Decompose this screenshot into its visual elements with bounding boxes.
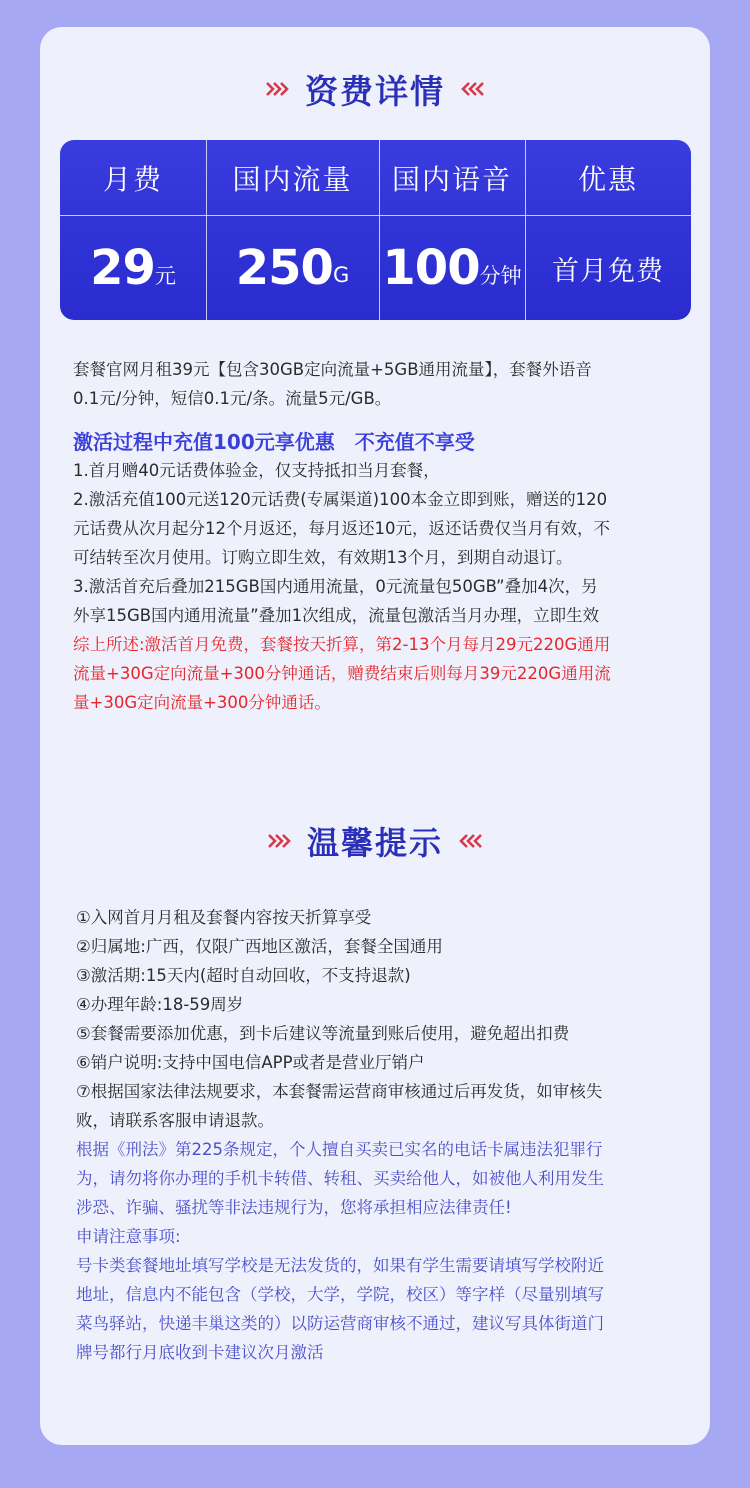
law-line: 涉恐、诈骗、骚扰等非法违规行为，您将承担相应法律责任! [76,1198,512,1217]
tip-item: ④办理年龄:18-59周岁 [76,995,244,1014]
tip-item: ③激活期:15天内(超时自动回收，不支持退款) [76,966,411,985]
notice-line: 牌号都行月底收到卡建议次月激活 [76,1343,324,1362]
tariff-table-value-row [60,216,691,320]
tariff-section-header [40,67,710,111]
notice-line: 号卡类套餐地址填写学校是无法发货的，如果有学生需要请填写学校附近 [76,1256,604,1275]
tip-item: ⑥销户说明:支持中国电信APP或者是营业厅销户 [76,1053,425,1072]
table-divider-vertical [206,140,207,320]
tip-item: ②归属地:广西，仅限广西地区激活，套餐全国通用 [76,937,443,956]
data-unit: G [332,263,350,287]
summary-line: 流量+30G定向流量+300分钟通话，赠费结束后则每月39元220G通用流 [73,664,611,683]
notice-heading: 申请注意事项: [76,1227,181,1246]
monthly-fee-number: 29 [90,240,155,296]
table-divider-vertical [525,140,526,320]
promo-details [73,456,683,717]
chevron-right-double-icon [267,833,293,849]
tariff-table-header-row [60,140,691,215]
promo-line: 外享15GB国内通用流量”叠加1次组成，流量包激活当月办理，立即生效 [73,606,600,625]
summary-line: 综上所述:激活首月免费，套餐按天折算，第2-13个月每月29元220G通用 [73,635,611,654]
content-card [40,27,710,1445]
chevron-left-double-icon [459,81,485,97]
value-monthly-fee [60,216,206,320]
tip-item: 败，请联系客服申请退款。 [76,1111,274,1130]
data-number: 250 [235,240,333,296]
tip-item: ⑤套餐需要添加优惠，到卡后建议等流量到账后使用，避免超出扣费 [76,1024,570,1043]
law-line: 为，请勿将你办理的手机卡转借、转租、买卖给他人，如被他人利用发生 [76,1169,604,1188]
header-monthly-fee: 月费 [102,162,163,196]
header-domestic-data: 国内流量 [232,162,353,196]
chevron-left-double-icon [457,833,483,849]
header-discount: 优惠 [577,162,638,196]
discount-text: 首月免费 [552,255,664,287]
promo-line: 2.激活充值100元送120元话费(专属渠道)100本金立即到账，赠送的120 [73,490,608,509]
promo-heading: 激活过程中充值100元享优惠 不充值不享受 [73,430,475,454]
value-domestic-voice [379,216,525,320]
monthly-fee-unit: 元 [154,264,176,288]
chevron-right-double-icon [265,81,291,97]
promo-line: 1.首月赠40元话费体验金，仅支持抵扣当月套餐， [73,461,440,480]
promo-line: 可结转至次月使用。订购立即生效，有效期13个月，到期自动退订。 [73,548,573,567]
law-line: 根据《刑法》第225条规定，个人擅自买卖已实名的电话卡属违法犯罪行 [76,1140,603,1159]
tips-title: 温馨提示 [306,824,443,862]
tariff-title: 资费详情 [305,71,445,111]
summary-line: 量+30G定向流量+300分钟通话。 [73,693,331,712]
value-domestic-data [206,216,379,320]
intro-paragraph [73,355,683,413]
intro-line: 套餐官网月租39元【包含30GB定向流量+5GB通用流量】，套餐外语音 [73,360,592,379]
notice-line: 菜鸟驿站，快递丰巢这类的）以防运营商审核不通过，建议写具体街道门 [76,1314,604,1333]
tip-item: ⑦根据国家法律法规要求，本套餐需运营商审核通过后再发货，如审核失 [76,1082,603,1101]
tips-list [76,903,686,1367]
value-discount [525,216,691,320]
promo-line: 元话费从次月起分12个月返还，每月返还10元，返还话费仅当月有效，不 [73,519,610,538]
voice-number: 100 [382,240,480,296]
intro-line: 0.1元/分钟，短信0.1元/条。流量5元/GB。 [73,389,392,408]
tariff-table [60,140,691,320]
promo-line: 3.激活首充后叠加215GB国内通用流量，0元流量包50GB”叠加4次，另 [73,577,598,596]
voice-unit: 分钟 [479,264,522,288]
header-domestic-voice: 国内语音 [391,162,512,196]
tip-item: ①入网首月月租及套餐内容按天折算享受 [76,908,372,927]
table-divider-vertical [379,140,380,320]
notice-line: 地址，信息内不能包含（学校，大学，学院，校区）等字样（尽量别填写 [76,1285,604,1304]
tips-section-header [40,819,710,863]
